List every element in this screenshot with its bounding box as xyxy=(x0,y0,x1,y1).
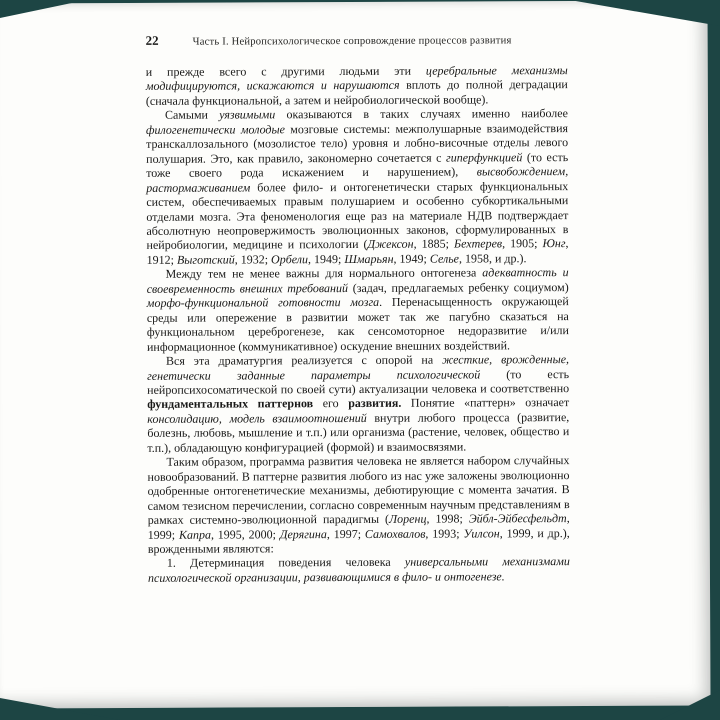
paragraph xyxy=(147,352,569,455)
text-run: Самыми xyxy=(164,107,220,123)
text-run: 1. Детерминация поведения человека xyxy=(166,555,405,571)
paragraph xyxy=(146,106,569,267)
text-run: Эйбл-Эйбесфельдт xyxy=(468,511,567,526)
text-run: , 1885; xyxy=(413,236,455,252)
text-run: филогенетически молодые xyxy=(145,122,285,137)
text-run: , 1905; xyxy=(502,236,543,251)
text-run: церебральные механизмы модифицируются, искажаются и нарушаются xyxy=(145,63,568,94)
text-run: адекватность и своевременность внешних требований xyxy=(146,265,569,296)
text-run: , 1999; xyxy=(147,511,570,542)
text-run: развития. xyxy=(348,396,402,411)
text-run: Уилсон xyxy=(463,525,500,541)
text-run: Селье xyxy=(429,251,460,266)
text-run: оказываются в таких случаях именно наиболее xyxy=(275,106,568,122)
text-run: консолидацию, модель взаимоотношений xyxy=(147,410,367,426)
text-run: Выготский xyxy=(176,252,235,267)
page-content xyxy=(146,31,570,585)
text-run: Орбели xyxy=(270,252,309,267)
text-run: (то есть нейропсихосоматической по своей сути) актуализации человека и соответственно xyxy=(147,366,570,397)
text-run: Капра xyxy=(178,527,211,542)
text-run: , 1998; xyxy=(426,511,469,526)
text-run: Бехтерев xyxy=(453,236,503,251)
text-run: морфо-функциональной готовности мозга xyxy=(146,295,380,311)
text-run: фундаментальных паттернов xyxy=(147,396,314,412)
running-head-title: Часть I. Нейропсихологическое сопровождение процессов развития xyxy=(192,35,512,48)
text-run: , 1949; xyxy=(307,251,345,267)
text-run: жесткие, врожденные, генетически заданные параметры психологической xyxy=(147,352,570,383)
text-run: более фило- и онтогенетически старых функциональных систем, обеспечиваемых правым полушарием и особенно субкортикальными отделами мозга. Эта феноменология еще раз на материале НДВ подтверждает абсолютную неопровержимость эволюционных законов, сформулированных в нейробиологии, медицине и психологии ( xyxy=(146,178,569,253)
text-run: его xyxy=(313,396,349,411)
page-body xyxy=(146,63,570,585)
text-run: , 1949; xyxy=(393,251,430,266)
text-run: Таким образом, программа развития человека не является набором случайных новообразований. В паттерне развития любого из нас уже заложены эволюционно одобренные онтогенетические механизмы, дебютирующие с момента зачатия. В самом тезисном перечислении, согласно современным научным представлениям в рамках системно-эволюционной парадигмы ( xyxy=(147,453,570,527)
text-run: (задач, предлагаемых ребенку социумом) xyxy=(347,279,569,295)
paragraph xyxy=(147,453,569,556)
text-run: . Перенасыщенность окружающей среды или опережение в развитии может так же пагубно сказаться на функциональном цереброгенезе, как сенсомоторное недоразвитие и/или информационное (коммуникативное) оскудение внешних воздействий. xyxy=(146,294,569,354)
text-run: , 1997; xyxy=(326,526,365,541)
text-run: , 1995, 2000; xyxy=(210,526,280,542)
text-run: Между тем не менее важны для нормального онтогенеза xyxy=(165,265,483,282)
paragraph xyxy=(146,63,568,108)
text-run: вплоть до полной деградации (сначала функциональной, а затем и нейробиологической вообще). xyxy=(145,77,568,108)
text-run: гиперфункцией xyxy=(445,149,523,165)
text-run: , 1993; xyxy=(425,526,464,541)
text-run: Понятие «паттерн» означает xyxy=(401,395,570,411)
paragraph xyxy=(148,554,570,585)
text-run: , 1912; xyxy=(146,236,569,267)
paragraph xyxy=(147,265,569,354)
page-number: 22 xyxy=(145,32,159,48)
text-run: уязвимыми xyxy=(219,107,276,122)
text-run: , 1958, и др.). xyxy=(458,251,527,266)
text-run: , 1932; xyxy=(234,252,272,267)
text-run: внутри любого процесса (развитие, болезнь, любовь, мышление и т.п.) или организма (растение, человек, общество и т.п.), обладающую конфигурацией (формой) и взаимосвязями. xyxy=(147,409,570,455)
text-run: мозговые системы: межполушарные взаимодействия транскаллозального (мозолистое тело) уровня и лобно-височные отделы левого полушария. Это, как правило, закономерно сочетается с xyxy=(146,120,569,166)
running-head xyxy=(146,31,568,49)
text-run: Дерягина xyxy=(279,526,327,541)
text-run: Вся эта драматургия реализуется с опорой на xyxy=(165,352,443,368)
text-run: (то есть тоже своего рода искажением и нарушением), xyxy=(146,149,569,181)
text-run: Юнг xyxy=(542,236,566,251)
text-run: Джексон xyxy=(367,237,414,252)
text-run: Лоренц xyxy=(388,511,427,526)
text-run: Шмарьян xyxy=(344,251,394,266)
text-run: Самохвалов xyxy=(364,526,426,541)
text-run: , 1999, и др.), врожденными являются: xyxy=(147,525,570,556)
text-run: и прежде всего с другими людьми эти xyxy=(145,63,426,79)
text-run: высвобождением, растормаживанием xyxy=(146,164,569,195)
text-run: универсальными механизмами психологической организации, развивающимися в фило- и онтогенезе. xyxy=(147,554,570,585)
